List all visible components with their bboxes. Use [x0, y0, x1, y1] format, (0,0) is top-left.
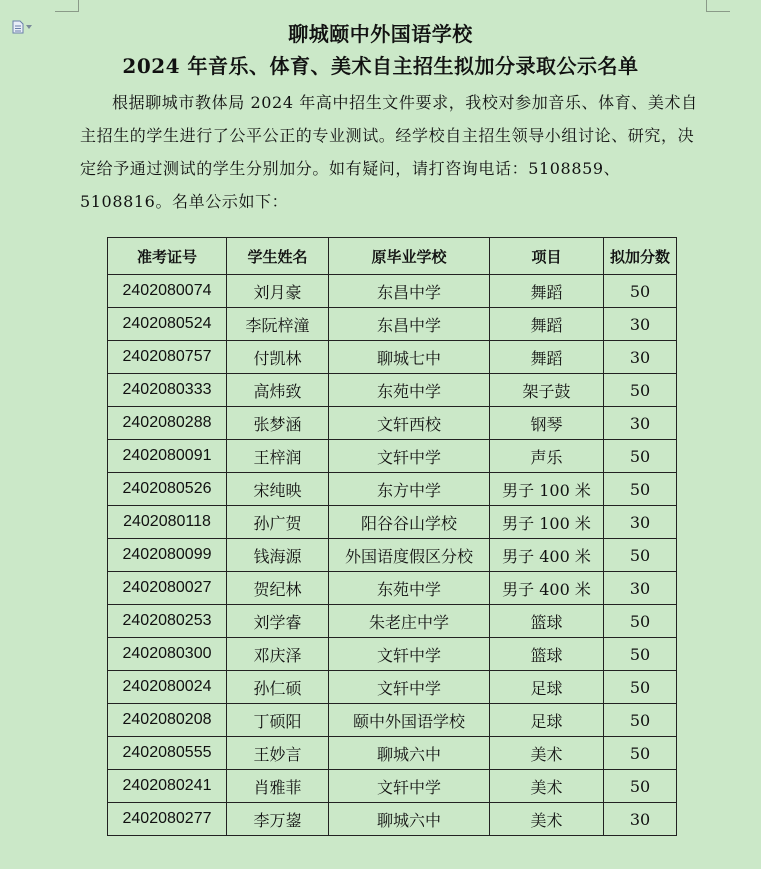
table-row	[108, 308, 677, 341]
table-header-row	[108, 238, 677, 275]
exam-id-cell: 2402080099	[108, 539, 227, 572]
bonus-points-cell: 30	[604, 803, 677, 836]
exam-id-cell: 2402080288	[108, 407, 227, 440]
bonus-points-cell: 30	[604, 572, 677, 605]
student-name-cell: 钱海源	[227, 539, 329, 572]
student-name-cell: 高炜致	[227, 374, 329, 407]
former-school-cell: 文轩西校	[329, 407, 490, 440]
exam-id-cell: 2402080757	[108, 341, 227, 374]
table-row	[108, 770, 677, 803]
bonus-points-cell: 50	[604, 770, 677, 803]
project-cell: 足球	[490, 671, 604, 704]
student-name-cell: 付凯林	[227, 341, 329, 374]
former-school-cell: 外国语度假区分校	[329, 539, 490, 572]
former-school-cell: 文轩中学	[329, 770, 490, 803]
page-corner-mark-right	[706, 0, 730, 12]
student-name-cell: 张梦涵	[227, 407, 329, 440]
former-school-cell: 聊城六中	[329, 803, 490, 836]
student-name-cell: 刘学睿	[227, 605, 329, 638]
student-name-cell: 孙广贺	[227, 506, 329, 539]
project-cell: 声乐	[490, 440, 604, 473]
exam-id-cell: 2402080555	[108, 737, 227, 770]
project-cell: 男子 100 米	[490, 473, 604, 506]
project-cell: 舞蹈	[490, 341, 604, 374]
table-row	[108, 440, 677, 473]
table-row	[108, 572, 677, 605]
student-name-cell: 邓庆泽	[227, 638, 329, 671]
header-project: 项目	[490, 238, 604, 275]
exam-id-cell: 2402080300	[108, 638, 227, 671]
document-title: 聊城颐中外国语学校	[288, 22, 473, 46]
table-row	[108, 506, 677, 539]
former-school-cell: 颐中外国语学校	[329, 704, 490, 737]
student-name-cell: 王妙言	[227, 737, 329, 770]
exam-id-cell: 2402080208	[108, 704, 227, 737]
exam-id-cell: 2402080074	[108, 275, 227, 308]
header-student-name: 学生姓名	[227, 238, 329, 275]
bonus-points-cell: 50	[604, 374, 677, 407]
bonus-points-cell: 30	[604, 341, 677, 374]
header-exam-id: 准考证号	[108, 238, 227, 275]
exam-id-cell: 2402080333	[108, 374, 227, 407]
table-row	[108, 671, 677, 704]
bonus-points-cell: 50	[604, 605, 677, 638]
bonus-points-cell: 30	[604, 506, 677, 539]
former-school-cell: 朱老庄中学	[329, 605, 490, 638]
bonus-points-cell: 50	[604, 704, 677, 737]
project-cell: 篮球	[490, 638, 604, 671]
former-school-cell: 阳谷谷山学校	[329, 506, 490, 539]
project-cell: 美术	[490, 803, 604, 836]
former-school-cell: 聊城七中	[329, 341, 490, 374]
student-name-cell: 肖雅菲	[227, 770, 329, 803]
table-row	[108, 374, 677, 407]
former-school-cell: 东昌中学	[329, 275, 490, 308]
former-school-cell: 文轩中学	[329, 440, 490, 473]
table-row	[108, 473, 677, 506]
table-row	[108, 341, 677, 374]
exam-id-cell: 2402080524	[108, 308, 227, 341]
exam-id-cell: 2402080118	[108, 506, 227, 539]
project-cell: 男子 400 米	[490, 539, 604, 572]
table-row	[108, 704, 677, 737]
table-row	[108, 605, 677, 638]
project-cell: 篮球	[490, 605, 604, 638]
bonus-points-cell: 50	[604, 473, 677, 506]
intro-paragraph: 根据聊城市教体局 2024 年高中招生文件要求，我校对参加音乐、体育、美术自主招生的学生进行了公平公正的专业测试。经学校自主招生领导小组讨论、研究，决定给予通过测试的学生分别加分。如有疑问，请打咨询电话：5108859、5108816。名单公示如下：	[80, 93, 698, 211]
document-subtitle: 2024 年音乐、体育、美术自主招生拟加分录取公示名单	[122, 54, 639, 78]
project-cell: 舞蹈	[490, 308, 604, 341]
former-school-cell: 东方中学	[329, 473, 490, 506]
bonus-points-cell: 50	[604, 638, 677, 671]
project-cell: 男子 400 米	[490, 572, 604, 605]
exam-id-cell: 2402080024	[108, 671, 227, 704]
table-row	[108, 407, 677, 440]
table-row	[108, 737, 677, 770]
table-row	[108, 275, 677, 308]
page-corner-mark-left	[55, 0, 79, 12]
project-cell: 美术	[490, 737, 604, 770]
exam-id-cell: 2402080277	[108, 803, 227, 836]
student-name-cell: 李阮梓潼	[227, 308, 329, 341]
former-school-cell: 东苑中学	[329, 374, 490, 407]
bonus-points-cell: 50	[604, 275, 677, 308]
student-name-cell: 李万鋆	[227, 803, 329, 836]
former-school-cell: 东苑中学	[329, 572, 490, 605]
exam-id-cell: 2402080027	[108, 572, 227, 605]
student-name-cell: 王梓润	[227, 440, 329, 473]
project-cell: 美术	[490, 770, 604, 803]
former-school-cell: 文轩中学	[329, 671, 490, 704]
table-row	[108, 638, 677, 671]
former-school-cell: 东昌中学	[329, 308, 490, 341]
table-row	[108, 803, 677, 836]
student-name-cell: 宋纯映	[227, 473, 329, 506]
table-row	[108, 539, 677, 572]
former-school-cell: 聊城六中	[329, 737, 490, 770]
exam-id-cell: 2402080241	[108, 770, 227, 803]
student-name-cell: 丁硕阳	[227, 704, 329, 737]
project-cell: 架子鼓	[490, 374, 604, 407]
bonus-points-cell: 50	[604, 671, 677, 704]
exam-id-cell: 2402080091	[108, 440, 227, 473]
project-cell: 足球	[490, 704, 604, 737]
bonus-points-cell: 50	[604, 440, 677, 473]
student-name-cell: 刘月豪	[227, 275, 329, 308]
exam-id-cell: 2402080253	[108, 605, 227, 638]
bonus-points-cell: 50	[604, 737, 677, 770]
admission-table	[107, 237, 677, 836]
header-bonus-points: 拟加分数	[604, 238, 677, 275]
former-school-cell: 文轩中学	[329, 638, 490, 671]
exam-id-cell: 2402080526	[108, 473, 227, 506]
bonus-points-cell: 30	[604, 308, 677, 341]
bonus-points-cell: 50	[604, 539, 677, 572]
header-former-school: 原毕业学校	[329, 238, 490, 275]
bonus-points-cell: 30	[604, 407, 677, 440]
project-cell: 男子 100 米	[490, 506, 604, 539]
student-name-cell: 孙仁硕	[227, 671, 329, 704]
project-cell: 舞蹈	[490, 275, 604, 308]
project-cell: 钢琴	[490, 407, 604, 440]
student-name-cell: 贺纪林	[227, 572, 329, 605]
